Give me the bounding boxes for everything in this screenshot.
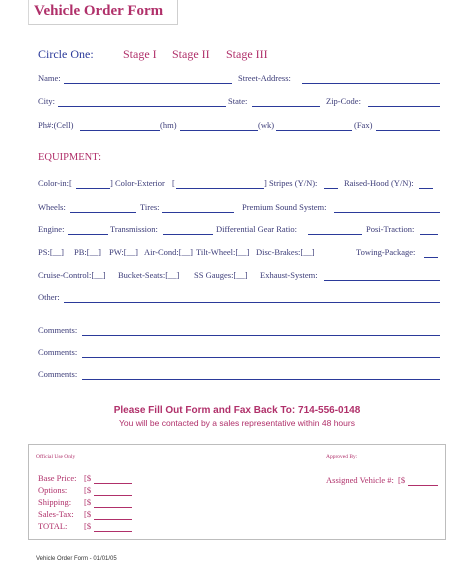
state-label: State: <box>228 96 248 106</box>
options-label: Options: <box>38 485 68 495</box>
color-interior-close: ] <box>110 178 113 188</box>
total-field[interactable] <box>94 531 132 532</box>
color-exterior-open: [ <box>172 178 175 188</box>
pw-checkbox[interactable]: PW:[__] <box>109 247 138 257</box>
options-field[interactable] <box>94 495 132 496</box>
city-field[interactable] <box>58 106 226 107</box>
options-bracket: [$ <box>84 485 92 495</box>
color-exterior-close: ] <box>264 178 267 188</box>
phone-home-field[interactable] <box>180 130 258 131</box>
phone-cell-field[interactable] <box>80 130 160 131</box>
phone-home-label: (hm) <box>160 120 177 130</box>
sales-tax-field[interactable] <box>94 519 132 520</box>
tires-label: Tires: <box>140 202 160 212</box>
exhaust-system-label: Exhaust-System: <box>260 270 318 280</box>
shipping-field[interactable] <box>94 507 132 508</box>
raised-hood-label: Raised-Hood (Y/N): <box>344 178 414 188</box>
name-label: Name: <box>38 73 61 83</box>
fax-label: (Fax) <box>354 120 373 130</box>
total-label: TOTAL: <box>38 521 68 531</box>
phone-cell-label: Ph#:(Cell) <box>38 120 74 130</box>
zip-field[interactable] <box>368 106 440 107</box>
approved-by-label: Approved By: <box>326 454 358 460</box>
phone-work-label: (wk) <box>258 120 275 130</box>
exhaust-system-field[interactable] <box>324 280 440 281</box>
state-field[interactable] <box>252 106 320 107</box>
gear-ratio-field[interactable] <box>308 234 362 235</box>
footer-text: Vehicle Order Form - 01/01/05 <box>36 556 117 562</box>
sound-system-field[interactable] <box>334 212 440 213</box>
base-price-field[interactable] <box>94 483 132 484</box>
transmission-field[interactable] <box>163 234 213 235</box>
comments-label-1: Comments: <box>38 325 78 335</box>
posi-traction-field[interactable] <box>420 234 438 235</box>
engine-field[interactable] <box>68 234 108 235</box>
assigned-vehicle-bracket: [$ <box>398 475 406 485</box>
posi-traction-label: Posi-Traction: <box>366 224 415 234</box>
gear-ratio-label: Differential Gear Ratio: <box>216 224 298 234</box>
towing-package-label: Towing-Package: <box>356 247 416 257</box>
city-label: City: <box>38 96 56 106</box>
ss-gauges-checkbox[interactable]: SS Gauges:[__] <box>194 270 248 280</box>
contact-notice: You will be contacted by a sales representative within 48 hours <box>119 418 355 428</box>
color-interior-label: Color-in:[ <box>38 178 72 188</box>
stage-3-option[interactable]: Stage III <box>226 47 268 61</box>
raised-hood-field[interactable] <box>419 188 433 189</box>
other-label: Other: <box>38 292 60 302</box>
fax-field[interactable] <box>376 130 440 131</box>
comments-field-1[interactable] <box>82 335 440 336</box>
sound-system-label: Premium Sound System: <box>242 202 327 212</box>
official-use-label: Official Use Only <box>36 454 76 460</box>
disc-brakes-checkbox[interactable]: Disc-Brakes:[__] <box>256 247 315 257</box>
bucket-seats-checkbox[interactable]: Bucket-Seats:[__] <box>118 270 180 280</box>
zip-label: Zip-Code: <box>326 96 361 106</box>
fax-back-notice: Please Fill Out Form and Fax Back To: 714-556-0148 <box>113 405 361 416</box>
comments-field-3[interactable] <box>82 379 440 380</box>
shipping-bracket: [$ <box>84 497 92 507</box>
color-interior-field[interactable] <box>76 188 110 189</box>
wheels-label: Wheels: <box>38 202 66 212</box>
circle-one-label: Circle One: <box>38 47 94 61</box>
total-bracket: [$ <box>84 521 92 531</box>
phone-work-field[interactable] <box>276 130 352 131</box>
towing-package-field[interactable] <box>424 257 438 258</box>
assigned-vehicle-label: Assigned Vehicle #: <box>326 475 394 485</box>
cruise-control-checkbox[interactable]: Cruise-Control:[__] <box>38 270 106 280</box>
shipping-label: Shipping: <box>38 497 72 507</box>
assigned-vehicle-field[interactable] <box>408 485 438 486</box>
air-cond-checkbox[interactable]: Air-Cond:[__] <box>144 247 193 257</box>
sales-tax-bracket: [$ <box>84 509 92 519</box>
stripes-field[interactable] <box>324 188 338 189</box>
color-exterior-field[interactable] <box>176 188 264 189</box>
other-field[interactable] <box>64 302 440 303</box>
stage-2-option[interactable]: Stage II <box>172 47 210 61</box>
wheels-field[interactable] <box>70 212 136 213</box>
street-label: Street-Address: <box>238 73 291 83</box>
ps-checkbox[interactable]: PS:[__] <box>38 247 64 257</box>
base-price-label: Base Price: <box>38 473 77 483</box>
stripes-label: Stripes (Y/N): <box>269 178 318 188</box>
tires-field[interactable] <box>162 212 234 213</box>
tilt-wheel-checkbox[interactable]: Tilt-Wheel:[__] <box>196 247 250 257</box>
comments-label-2: Comments: <box>38 347 78 357</box>
color-exterior-label: Color-Exterior <box>115 178 165 188</box>
comments-field-2[interactable] <box>82 357 440 358</box>
stage-1-option[interactable]: Stage I <box>123 47 157 61</box>
engine-label: Engine: <box>38 224 65 234</box>
form-title: Vehicle Order Form <box>34 3 164 19</box>
comments-label-3: Comments: <box>38 369 78 379</box>
sales-tax-label: Sales-Tax: <box>38 509 74 519</box>
equipment-heading: EQUIPMENT: <box>38 152 102 163</box>
name-field[interactable] <box>64 83 232 84</box>
transmission-label: Transmission: <box>110 224 158 234</box>
pb-checkbox[interactable]: PB:[__] <box>74 247 101 257</box>
base-price-bracket: [$ <box>84 473 92 483</box>
street-field[interactable] <box>302 83 440 84</box>
